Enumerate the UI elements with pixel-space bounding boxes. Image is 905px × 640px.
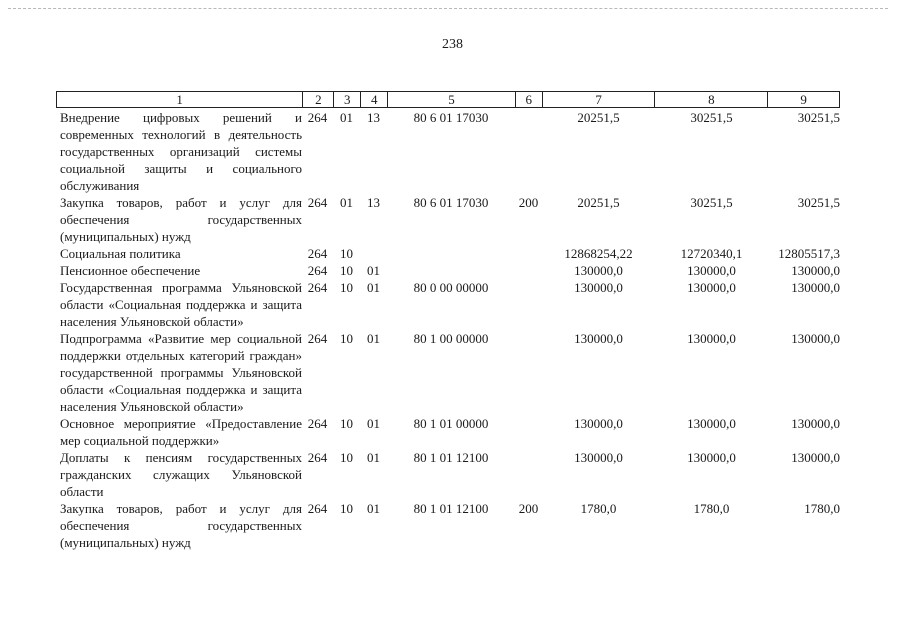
row-value-col8-cell: 130000,0 xyxy=(687,450,736,465)
row-target-article-cell: 80 6 01 17030 xyxy=(413,110,489,125)
row-value-col7-cell: 20251,5 xyxy=(577,110,620,125)
row-expense-type-cell: 200 xyxy=(518,501,539,516)
row-subsection-cell: 01 xyxy=(367,501,380,516)
row-target-article-cell xyxy=(387,262,515,279)
row-subsection-cell: 01 xyxy=(367,416,380,431)
row-value-col7-cell: 130000,0 xyxy=(574,416,623,431)
row-value-col8-cell: 12720340,1 xyxy=(680,246,743,261)
row-value-col8-cell: 1780,0 xyxy=(693,501,730,516)
row-chapter-cell: 10 xyxy=(340,416,353,431)
table-row xyxy=(56,262,840,279)
page-number: 238 xyxy=(442,37,463,52)
row-expense-type-cell xyxy=(515,330,542,415)
row-value-col9-cell: 12805517,3 xyxy=(778,246,840,261)
header-cell-2: 2 xyxy=(302,92,333,107)
row-expense-type-cell xyxy=(515,262,542,279)
header-cell-7: 7 xyxy=(542,92,655,107)
scan-edge-line xyxy=(8,8,888,9)
row-chapter-cell: 10 xyxy=(340,501,353,516)
row-value-col7-cell: 20251,5 xyxy=(577,195,620,210)
row-name-cell: Закупка товаров, работ и услуг для обеспечения государственных (муниципальных) нужд xyxy=(60,501,302,550)
table-row xyxy=(56,415,840,449)
header-cell-6: 6 xyxy=(515,92,542,107)
row-subsection-cell: 01 xyxy=(367,450,380,465)
row-value-col8-cell: 30251,5 xyxy=(690,195,733,210)
row-value-col9-cell: 30251,5 xyxy=(797,195,840,210)
header-cell-5: 5 xyxy=(387,92,515,107)
row-name-cell: Доплаты к пенсиям государственных гражданских служащих Ульяновской области xyxy=(60,450,302,499)
row-chapter-cell: 10 xyxy=(340,450,353,465)
row-value-col8-cell: 130000,0 xyxy=(687,416,736,431)
row-expense-type-cell xyxy=(515,109,542,194)
row-expense-type-cell xyxy=(515,279,542,330)
row-subsection-cell: 01 xyxy=(367,280,380,295)
row-target-article-cell: 80 1 01 12100 xyxy=(413,501,489,516)
row-target-article-cell: 80 1 01 00000 xyxy=(413,416,489,431)
row-section-cell: 264 xyxy=(307,263,328,278)
row-value-col8-cell: 130000,0 xyxy=(687,280,736,295)
table-row xyxy=(56,245,840,262)
row-name-cell: Подпрограмма «Развитие мер социальной поддержки отдельных категорий граждан» государственной программы Ульяновской области «Социальная поддержка и защита населения Ульяновской области» xyxy=(60,331,302,414)
row-value-col7-cell: 1780,0 xyxy=(580,501,617,516)
row-target-article-cell: 80 0 00 00000 xyxy=(413,280,489,295)
row-subsection-cell: 13 xyxy=(367,110,380,125)
row-subsection-cell: 01 xyxy=(367,331,380,346)
table-row xyxy=(56,109,840,194)
row-chapter-cell: 01 xyxy=(340,195,353,210)
row-name-cell: Государственная программа Ульяновской области «Социальная поддержка и защита населения Ульяновской области» xyxy=(60,280,302,329)
row-name-cell: Социальная политика xyxy=(60,246,181,261)
row-value-col8-cell: 130000,0 xyxy=(687,263,736,278)
row-chapter-cell: 10 xyxy=(340,331,353,346)
row-subsection-cell xyxy=(360,245,387,262)
row-target-article-cell: 80 1 01 12100 xyxy=(413,450,489,465)
header-cell-9: 9 xyxy=(767,92,839,107)
row-name-cell: Закупка товаров, работ и услуг для обеспечения государственных (муниципальных) нужд xyxy=(60,195,302,244)
row-section-cell: 264 xyxy=(307,501,328,516)
row-name-cell: Основное мероприятие «Предоставление мер социальной поддержки» xyxy=(60,416,302,448)
row-chapter-cell: 10 xyxy=(340,263,353,278)
row-section-cell: 264 xyxy=(307,110,328,125)
row-value-col7-cell: 130000,0 xyxy=(574,280,623,295)
table-row xyxy=(56,500,840,551)
row-chapter-cell: 10 xyxy=(340,246,353,261)
table-row xyxy=(56,449,840,500)
row-target-article-cell: 80 1 00 00000 xyxy=(413,331,489,346)
row-value-col9-cell: 130000,0 xyxy=(791,263,840,278)
row-value-col9-cell: 130000,0 xyxy=(791,416,840,431)
header-cell-4: 4 xyxy=(360,92,387,107)
row-section-cell: 264 xyxy=(307,331,328,346)
row-value-col7-cell: 130000,0 xyxy=(574,450,623,465)
table-row xyxy=(56,194,840,245)
row-expense-type-cell: 200 xyxy=(518,195,539,210)
header-cell-3: 3 xyxy=(333,92,360,107)
header-cell-8: 8 xyxy=(654,92,767,107)
row-expense-type-cell xyxy=(515,245,542,262)
row-value-col7-cell: 130000,0 xyxy=(574,331,623,346)
row-subsection-cell: 13 xyxy=(367,195,380,210)
row-section-cell: 264 xyxy=(307,416,328,431)
table-row xyxy=(56,330,840,415)
row-value-col9-cell: 30251,5 xyxy=(797,110,840,125)
row-section-cell: 264 xyxy=(307,195,328,210)
row-target-article-cell xyxy=(387,245,515,262)
row-section-cell: 264 xyxy=(307,280,328,295)
row-value-col7-cell: 12868254,22 xyxy=(564,246,633,261)
row-value-col8-cell: 130000,0 xyxy=(687,331,736,346)
header-cell-1: 1 xyxy=(176,92,183,107)
row-name-cell: Внедрение цифровых решений и современных технологий в деятельность государственных организаций системы социальной защиты и социального обслуживания xyxy=(60,110,302,193)
row-expense-type-cell xyxy=(515,449,542,500)
row-chapter-cell: 10 xyxy=(340,280,353,295)
row-value-col8-cell: 30251,5 xyxy=(690,110,733,125)
row-chapter-cell: 01 xyxy=(340,110,353,125)
row-section-cell: 264 xyxy=(307,246,328,261)
table-row xyxy=(56,279,840,330)
row-value-col9-cell: 1780,0 xyxy=(804,501,840,516)
row-subsection-cell: 01 xyxy=(367,263,380,278)
row-value-col9-cell: 130000,0 xyxy=(791,450,840,465)
row-value-col7-cell: 130000,0 xyxy=(574,263,623,278)
row-name-cell: Пенсионное обеспечение xyxy=(60,263,201,278)
table-body xyxy=(56,109,840,551)
row-expense-type-cell xyxy=(515,415,542,449)
row-section-cell: 264 xyxy=(307,450,328,465)
row-target-article-cell: 80 6 01 17030 xyxy=(413,195,489,210)
row-value-col9-cell: 130000,0 xyxy=(791,331,840,346)
row-value-col9-cell: 130000,0 xyxy=(791,280,840,295)
table-header-row xyxy=(56,91,840,108)
